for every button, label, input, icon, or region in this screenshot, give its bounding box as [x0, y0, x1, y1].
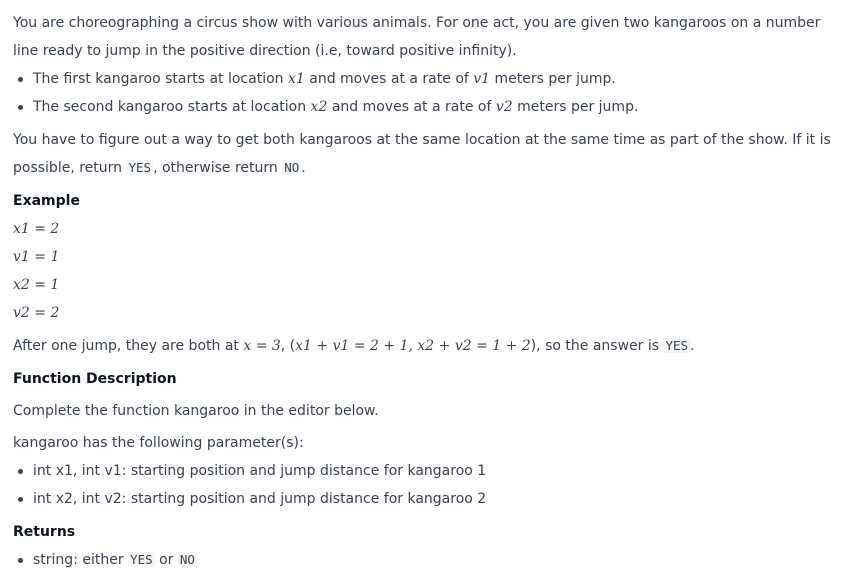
task-paragraph: You have to figure out a way to get both kangaroos at the same location at the same time as part of the show. If it is possible, return YES , otherwise return NO .	[13, 132, 831, 176]
returns-heading: Returns	[13, 524, 76, 540]
parameters-intro: kangaroo has the following parameter(s):	[13, 435, 304, 451]
list-item: The second kangaroo starts at location x2 and moves at a rate of v2 meters per jump.	[13, 93, 850, 121]
kangaroo-list	[13, 65, 850, 121]
example-line: x2 = 1	[13, 277, 60, 293]
no-code: NO	[179, 552, 195, 567]
yes-code: YES	[665, 338, 689, 353]
function-description-line: Complete the function kangaroo in the editor below.	[13, 403, 379, 419]
yes-code: YES	[128, 160, 152, 175]
list-item: string: either YES or NO	[13, 546, 850, 574]
math-v2: v2	[495, 99, 513, 115]
problem-statement	[0, 9, 850, 584]
returns-list	[13, 546, 850, 574]
math-x1: x1	[287, 71, 305, 87]
intro-paragraph	[13, 9, 838, 65]
intro-text: You are choreographing a circus show with various animals. For one act, you are given two kangaroos on a number line ready to jump in the positive direction (i.e, toward positive infinity).	[13, 15, 821, 59]
example-line: v2 = 2	[13, 305, 60, 321]
math-x2: x2	[310, 99, 328, 115]
yes-code: YES	[130, 552, 153, 567]
example-explanation: After one jump, they are both at x = 3, (x1 + v1 = 2 + 1, x2 + v2 = 1 + 2), so the answer is YES .	[13, 338, 695, 354]
list-item: int x1, int v1: starting position and jump distance for kangaroo 1	[13, 457, 850, 485]
function-description-heading: Function Description	[13, 371, 177, 387]
example-line: x1 = 2	[13, 221, 60, 237]
example-line: v1 = 1	[13, 249, 60, 265]
list-item: int x2, int v2: starting position and jump distance for kangaroo 2	[13, 485, 850, 513]
math-v1: v1	[473, 71, 491, 87]
list-item: The first kangaroo starts at location x1 and moves at a rate of v1 meters per jump.	[13, 65, 850, 93]
no-code: NO	[284, 160, 300, 175]
parameter-list	[13, 457, 850, 513]
example-heading: Example	[13, 193, 80, 209]
